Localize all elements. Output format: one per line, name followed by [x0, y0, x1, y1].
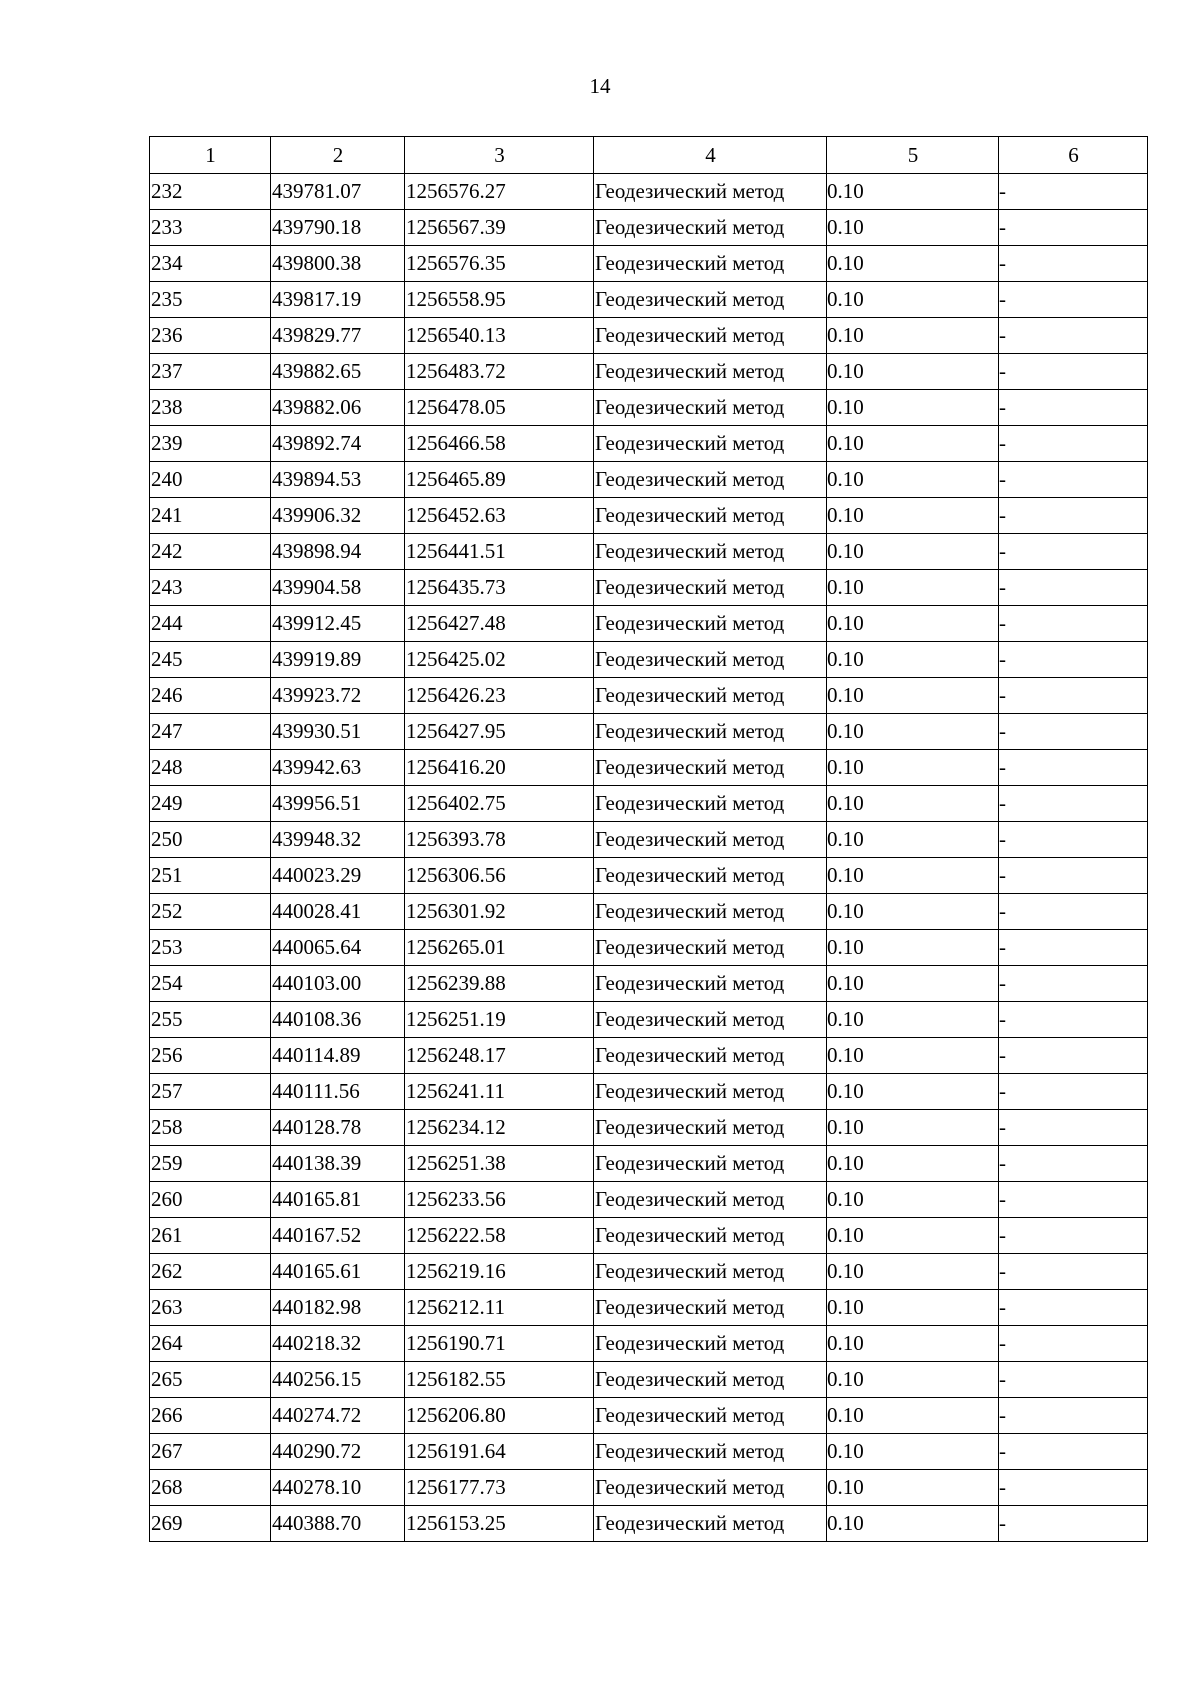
cell-method: Геодезический метод — [594, 498, 827, 534]
cell-x-coordinate: 439894.53 — [271, 462, 405, 498]
cell-x-coordinate: 439882.65 — [271, 354, 405, 390]
cell-note: - — [999, 966, 1148, 1002]
cell-x-coordinate: 440108.36 — [271, 1002, 405, 1038]
cell-note: - — [999, 210, 1148, 246]
cell-accuracy: 0.10 — [827, 1506, 999, 1542]
cell-method: Геодезический метод — [594, 1074, 827, 1110]
cell-accuracy: 0.10 — [827, 1074, 999, 1110]
cell-y-coordinate: 1256251.19 — [405, 1002, 594, 1038]
cell-y-coordinate: 1256576.27 — [405, 174, 594, 210]
column-header-6: 6 — [999, 137, 1148, 174]
cell-x-coordinate: 440274.72 — [271, 1398, 405, 1434]
table-row — [150, 1218, 1148, 1254]
cell-method: Геодезический метод — [594, 354, 827, 390]
cell-accuracy: 0.10 — [827, 210, 999, 246]
cell-method: Геодезический метод — [594, 1398, 827, 1434]
cell-accuracy: 0.10 — [827, 1326, 999, 1362]
cell-method: Геодезический метод — [594, 1506, 827, 1542]
cell-x-coordinate: 439790.18 — [271, 210, 405, 246]
cell-x-coordinate: 439817.19 — [271, 282, 405, 318]
cell-accuracy: 0.10 — [827, 282, 999, 318]
table-row — [150, 498, 1148, 534]
cell-accuracy: 0.10 — [827, 246, 999, 282]
table-row — [150, 1038, 1148, 1074]
cell-accuracy: 0.10 — [827, 570, 999, 606]
table-row — [150, 282, 1148, 318]
cell-method: Геодезический метод — [594, 210, 827, 246]
cell-point-number: 259 — [150, 1146, 271, 1182]
table-row — [150, 966, 1148, 1002]
cell-note: - — [999, 894, 1148, 930]
cell-note: - — [999, 678, 1148, 714]
cell-note: - — [999, 1002, 1148, 1038]
cell-y-coordinate: 1256426.23 — [405, 678, 594, 714]
cell-method: Геодезический метод — [594, 894, 827, 930]
coordinates-table — [149, 136, 1148, 1542]
cell-point-number: 257 — [150, 1074, 271, 1110]
cell-method: Геодезический метод — [594, 1146, 827, 1182]
cell-x-coordinate: 440218.32 — [271, 1326, 405, 1362]
cell-accuracy: 0.10 — [827, 498, 999, 534]
column-header-4: 4 — [594, 137, 827, 174]
cell-y-coordinate: 1256540.13 — [405, 318, 594, 354]
cell-y-coordinate: 1256393.78 — [405, 822, 594, 858]
table-row — [150, 390, 1148, 426]
cell-x-coordinate: 439948.32 — [271, 822, 405, 858]
cell-accuracy: 0.10 — [827, 318, 999, 354]
cell-accuracy: 0.10 — [827, 930, 999, 966]
cell-note: - — [999, 1290, 1148, 1326]
cell-accuracy: 0.10 — [827, 1002, 999, 1038]
cell-note: - — [999, 930, 1148, 966]
cell-x-coordinate: 440128.78 — [271, 1110, 405, 1146]
cell-accuracy: 0.10 — [827, 1398, 999, 1434]
cell-accuracy: 0.10 — [827, 1218, 999, 1254]
column-header-2: 2 — [271, 137, 405, 174]
table-row — [150, 210, 1148, 246]
cell-note: - — [999, 318, 1148, 354]
cell-accuracy: 0.10 — [827, 822, 999, 858]
cell-note: - — [999, 1038, 1148, 1074]
cell-note: - — [999, 1326, 1148, 1362]
cell-accuracy: 0.10 — [827, 966, 999, 1002]
table-row — [150, 1398, 1148, 1434]
cell-accuracy: 0.10 — [827, 1110, 999, 1146]
cell-point-number: 263 — [150, 1290, 271, 1326]
cell-method: Геодезический метод — [594, 246, 827, 282]
cell-point-number: 240 — [150, 462, 271, 498]
cell-note: - — [999, 786, 1148, 822]
cell-y-coordinate: 1256301.92 — [405, 894, 594, 930]
cell-x-coordinate: 439829.77 — [271, 318, 405, 354]
table-row — [150, 786, 1148, 822]
cell-method: Геодезический метод — [594, 1182, 827, 1218]
cell-x-coordinate: 440114.89 — [271, 1038, 405, 1074]
cell-note: - — [999, 354, 1148, 390]
cell-x-coordinate: 439781.07 — [271, 174, 405, 210]
table-row — [150, 750, 1148, 786]
cell-point-number: 243 — [150, 570, 271, 606]
cell-method: Геодезический метод — [594, 462, 827, 498]
cell-point-number: 255 — [150, 1002, 271, 1038]
cell-y-coordinate: 1256466.58 — [405, 426, 594, 462]
cell-point-number: 238 — [150, 390, 271, 426]
table-row — [150, 1290, 1148, 1326]
table-row — [150, 354, 1148, 390]
cell-accuracy: 0.10 — [827, 462, 999, 498]
cell-note: - — [999, 570, 1148, 606]
cell-note: - — [999, 606, 1148, 642]
table-row — [150, 426, 1148, 462]
cell-note: - — [999, 1254, 1148, 1290]
cell-x-coordinate: 440388.70 — [271, 1506, 405, 1542]
cell-note: - — [999, 534, 1148, 570]
cell-note: - — [999, 1470, 1148, 1506]
cell-y-coordinate: 1256234.12 — [405, 1110, 594, 1146]
cell-note: - — [999, 642, 1148, 678]
cell-point-number: 262 — [150, 1254, 271, 1290]
cell-point-number: 252 — [150, 894, 271, 930]
cell-x-coordinate: 440165.61 — [271, 1254, 405, 1290]
cell-x-coordinate: 440182.98 — [271, 1290, 405, 1326]
table-row — [150, 894, 1148, 930]
cell-note: - — [999, 822, 1148, 858]
cell-accuracy: 0.10 — [827, 354, 999, 390]
cell-y-coordinate: 1256452.63 — [405, 498, 594, 534]
cell-x-coordinate: 440103.00 — [271, 966, 405, 1002]
cell-y-coordinate: 1256219.16 — [405, 1254, 594, 1290]
column-header-3: 3 — [405, 137, 594, 174]
cell-point-number: 250 — [150, 822, 271, 858]
cell-accuracy: 0.10 — [827, 894, 999, 930]
table-row — [150, 534, 1148, 570]
cell-point-number: 236 — [150, 318, 271, 354]
table-row — [150, 174, 1148, 210]
cell-y-coordinate: 1256478.05 — [405, 390, 594, 426]
cell-y-coordinate: 1256191.64 — [405, 1434, 594, 1470]
table-row — [150, 678, 1148, 714]
table-row — [150, 1326, 1148, 1362]
cell-y-coordinate: 1256483.72 — [405, 354, 594, 390]
cell-y-coordinate: 1256251.38 — [405, 1146, 594, 1182]
cell-y-coordinate: 1256435.73 — [405, 570, 594, 606]
cell-x-coordinate: 439892.74 — [271, 426, 405, 462]
table-row — [150, 1074, 1148, 1110]
cell-y-coordinate: 1256182.55 — [405, 1362, 594, 1398]
cell-method: Геодезический метод — [594, 930, 827, 966]
page-number: 14 — [589, 74, 611, 98]
cell-y-coordinate: 1256306.56 — [405, 858, 594, 894]
cell-accuracy: 0.10 — [827, 1470, 999, 1506]
cell-x-coordinate: 440165.81 — [271, 1182, 405, 1218]
cell-x-coordinate: 440256.15 — [271, 1362, 405, 1398]
cell-y-coordinate: 1256441.51 — [405, 534, 594, 570]
cell-note: - — [999, 426, 1148, 462]
cell-note: - — [999, 462, 1148, 498]
cell-note: - — [999, 282, 1148, 318]
cell-x-coordinate: 439956.51 — [271, 786, 405, 822]
table-row — [150, 1506, 1148, 1542]
cell-point-number: 235 — [150, 282, 271, 318]
cell-accuracy: 0.10 — [827, 1254, 999, 1290]
cell-accuracy: 0.10 — [827, 1146, 999, 1182]
table-row — [150, 1182, 1148, 1218]
cell-y-coordinate: 1256425.02 — [405, 642, 594, 678]
cell-note: - — [999, 1434, 1148, 1470]
cell-note: - — [999, 858, 1148, 894]
cell-note: - — [999, 714, 1148, 750]
cell-y-coordinate: 1256212.11 — [405, 1290, 594, 1326]
cell-y-coordinate: 1256233.56 — [405, 1182, 594, 1218]
cell-x-coordinate: 439919.89 — [271, 642, 405, 678]
cell-y-coordinate: 1256222.58 — [405, 1218, 594, 1254]
cell-accuracy: 0.10 — [827, 1434, 999, 1470]
table-header-row — [150, 137, 1148, 174]
cell-y-coordinate: 1256153.25 — [405, 1506, 594, 1542]
cell-y-coordinate: 1256427.48 — [405, 606, 594, 642]
cell-method: Геодезический метод — [594, 1038, 827, 1074]
cell-accuracy: 0.10 — [827, 534, 999, 570]
cell-point-number: 256 — [150, 1038, 271, 1074]
cell-point-number: 233 — [150, 210, 271, 246]
cell-accuracy: 0.10 — [827, 606, 999, 642]
cell-accuracy: 0.10 — [827, 1362, 999, 1398]
table-row — [150, 1002, 1148, 1038]
cell-note: - — [999, 1110, 1148, 1146]
cell-method: Геодезический метод — [594, 1254, 827, 1290]
cell-point-number: 264 — [150, 1326, 271, 1362]
table-row — [150, 1470, 1148, 1506]
cell-y-coordinate: 1256402.75 — [405, 786, 594, 822]
cell-point-number: 269 — [150, 1506, 271, 1542]
cell-y-coordinate: 1256206.80 — [405, 1398, 594, 1434]
table-row — [150, 570, 1148, 606]
cell-accuracy: 0.10 — [827, 1182, 999, 1218]
cell-x-coordinate: 439942.63 — [271, 750, 405, 786]
cell-accuracy: 0.10 — [827, 858, 999, 894]
cell-x-coordinate: 440278.10 — [271, 1470, 405, 1506]
cell-method: Геодезический метод — [594, 858, 827, 894]
cell-note: - — [999, 1398, 1148, 1434]
table-body — [150, 174, 1148, 1542]
cell-method: Геодезический метод — [594, 606, 827, 642]
table-row — [150, 642, 1148, 678]
cell-y-coordinate: 1256567.39 — [405, 210, 594, 246]
cell-note: - — [999, 246, 1148, 282]
cell-x-coordinate: 440065.64 — [271, 930, 405, 966]
table-row — [150, 246, 1148, 282]
cell-note: - — [999, 1182, 1148, 1218]
cell-x-coordinate: 440111.56 — [271, 1074, 405, 1110]
cell-method: Геодезический метод — [594, 1218, 827, 1254]
cell-y-coordinate: 1256239.88 — [405, 966, 594, 1002]
cell-method: Геодезический метод — [594, 318, 827, 354]
cell-method: Геодезический метод — [594, 282, 827, 318]
cell-y-coordinate: 1256241.11 — [405, 1074, 594, 1110]
cell-accuracy: 0.10 — [827, 1038, 999, 1074]
cell-point-number: 234 — [150, 246, 271, 282]
cell-x-coordinate: 440023.29 — [271, 858, 405, 894]
cell-point-number: 237 — [150, 354, 271, 390]
table-row — [150, 1434, 1148, 1470]
cell-y-coordinate: 1256427.95 — [405, 714, 594, 750]
cell-method: Геодезический метод — [594, 534, 827, 570]
cell-x-coordinate: 439904.58 — [271, 570, 405, 606]
cell-accuracy: 0.10 — [827, 390, 999, 426]
cell-point-number: 260 — [150, 1182, 271, 1218]
cell-note: - — [999, 390, 1148, 426]
cell-accuracy: 0.10 — [827, 642, 999, 678]
cell-x-coordinate: 439800.38 — [271, 246, 405, 282]
cell-point-number: 254 — [150, 966, 271, 1002]
table-row — [150, 822, 1148, 858]
cell-y-coordinate: 1256558.95 — [405, 282, 594, 318]
cell-point-number: 239 — [150, 426, 271, 462]
cell-x-coordinate: 439923.72 — [271, 678, 405, 714]
cell-point-number: 242 — [150, 534, 271, 570]
cell-x-coordinate: 440167.52 — [271, 1218, 405, 1254]
cell-method: Геодезический метод — [594, 1434, 827, 1470]
table-row — [150, 462, 1148, 498]
cell-method: Геодезический метод — [594, 966, 827, 1002]
cell-y-coordinate: 1256416.20 — [405, 750, 594, 786]
cell-method: Геодезический метод — [594, 426, 827, 462]
cell-x-coordinate: 440138.39 — [271, 1146, 405, 1182]
cell-note: - — [999, 1218, 1148, 1254]
table-row — [150, 1146, 1148, 1182]
cell-method: Геодезический метод — [594, 1362, 827, 1398]
table-row — [150, 318, 1148, 354]
cell-point-number: 244 — [150, 606, 271, 642]
cell-accuracy: 0.10 — [827, 174, 999, 210]
cell-point-number: 232 — [150, 174, 271, 210]
cell-point-number: 258 — [150, 1110, 271, 1146]
cell-y-coordinate: 1256576.35 — [405, 246, 594, 282]
cell-method: Геодезический метод — [594, 678, 827, 714]
cell-y-coordinate: 1256465.89 — [405, 462, 594, 498]
cell-accuracy: 0.10 — [827, 426, 999, 462]
cell-method: Геодезический метод — [594, 1326, 827, 1362]
cell-x-coordinate: 439882.06 — [271, 390, 405, 426]
cell-x-coordinate: 440290.72 — [271, 1434, 405, 1470]
cell-note: - — [999, 1074, 1148, 1110]
table-row — [150, 930, 1148, 966]
cell-point-number: 267 — [150, 1434, 271, 1470]
column-header-5: 5 — [827, 137, 999, 174]
cell-point-number: 251 — [150, 858, 271, 894]
cell-point-number: 261 — [150, 1218, 271, 1254]
cell-method: Геодезический метод — [594, 390, 827, 426]
cell-method: Геодезический метод — [594, 1002, 827, 1038]
cell-y-coordinate: 1256190.71 — [405, 1326, 594, 1362]
cell-method: Геодезический метод — [594, 642, 827, 678]
cell-y-coordinate: 1256177.73 — [405, 1470, 594, 1506]
cell-note: - — [999, 750, 1148, 786]
cell-point-number: 246 — [150, 678, 271, 714]
cell-accuracy: 0.10 — [827, 678, 999, 714]
cell-method: Геодезический метод — [594, 714, 827, 750]
cell-point-number: 268 — [150, 1470, 271, 1506]
cell-method: Геодезический метод — [594, 1470, 827, 1506]
cell-x-coordinate: 440028.41 — [271, 894, 405, 930]
table-row — [150, 606, 1148, 642]
cell-method: Геодезический метод — [594, 570, 827, 606]
cell-accuracy: 0.10 — [827, 750, 999, 786]
cell-point-number: 241 — [150, 498, 271, 534]
cell-y-coordinate: 1256248.17 — [405, 1038, 594, 1074]
cell-point-number: 253 — [150, 930, 271, 966]
cell-method: Геодезический метод — [594, 1290, 827, 1326]
cell-point-number: 248 — [150, 750, 271, 786]
cell-y-coordinate: 1256265.01 — [405, 930, 594, 966]
table-row — [150, 1110, 1148, 1146]
cell-point-number: 247 — [150, 714, 271, 750]
cell-accuracy: 0.10 — [827, 786, 999, 822]
cell-method: Геодезический метод — [594, 822, 827, 858]
column-header-1: 1 — [150, 137, 271, 174]
cell-note: - — [999, 1362, 1148, 1398]
cell-accuracy: 0.10 — [827, 714, 999, 750]
cell-point-number: 265 — [150, 1362, 271, 1398]
cell-x-coordinate: 439912.45 — [271, 606, 405, 642]
cell-x-coordinate: 439930.51 — [271, 714, 405, 750]
cell-method: Геодезический метод — [594, 1110, 827, 1146]
cell-x-coordinate: 439906.32 — [271, 498, 405, 534]
cell-method: Геодезический метод — [594, 786, 827, 822]
cell-accuracy: 0.10 — [827, 1290, 999, 1326]
cell-point-number: 266 — [150, 1398, 271, 1434]
cell-method: Геодезический метод — [594, 750, 827, 786]
cell-point-number: 245 — [150, 642, 271, 678]
table-row — [150, 1254, 1148, 1290]
cell-note: - — [999, 498, 1148, 534]
table-row — [150, 858, 1148, 894]
cell-method: Геодезический метод — [594, 174, 827, 210]
cell-note: - — [999, 1146, 1148, 1182]
cell-note: - — [999, 1506, 1148, 1542]
table-row — [150, 714, 1148, 750]
cell-x-coordinate: 439898.94 — [271, 534, 405, 570]
table-row — [150, 1362, 1148, 1398]
cell-note: - — [999, 174, 1148, 210]
cell-point-number: 249 — [150, 786, 271, 822]
